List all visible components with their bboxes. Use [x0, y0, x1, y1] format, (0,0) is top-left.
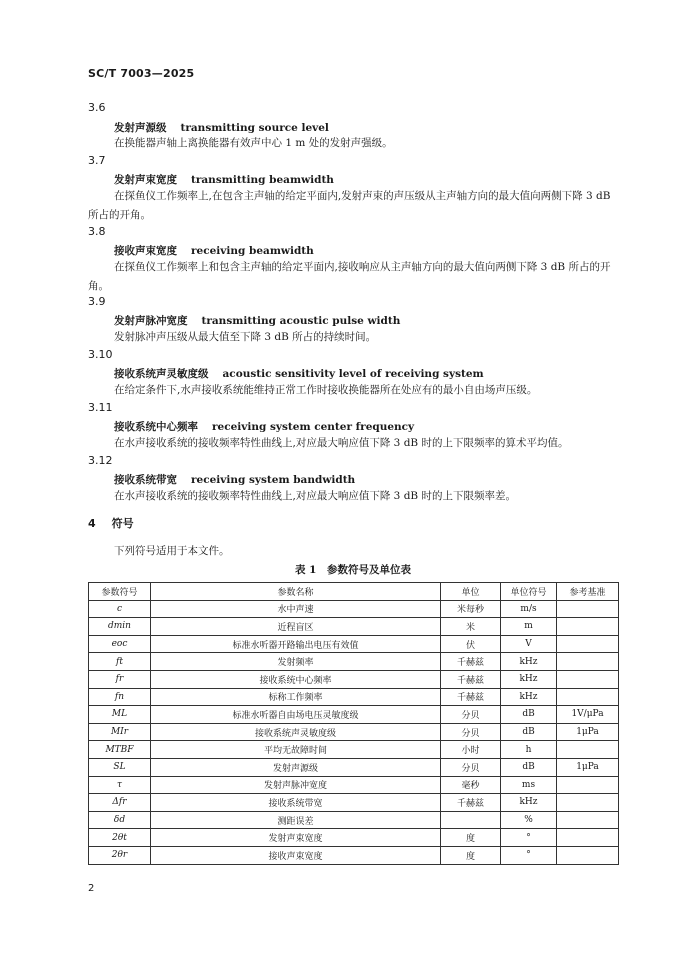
term-english: receiving system center frequency	[212, 421, 415, 433]
page-number: 2	[88, 883, 95, 894]
table-cell: 发射声脉冲宽度	[151, 776, 441, 794]
term-chinese: 接收系统声灵敏度级	[114, 368, 209, 380]
table-cell: 分贝	[441, 723, 501, 741]
section-number: 3.12	[88, 454, 113, 467]
table-cell	[557, 794, 619, 812]
table-cell: 分贝	[441, 758, 501, 776]
table-cell: 度	[441, 829, 501, 847]
term-heading	[114, 366, 484, 381]
table-cell: 千赫兹	[441, 670, 501, 688]
table-cell: 千赫兹	[441, 794, 501, 812]
table-cell	[557, 618, 619, 636]
table-cell	[557, 741, 619, 759]
table-cell	[557, 776, 619, 794]
table-cell	[557, 811, 619, 829]
term-definition: 在给定条件下,水声接收系统能维持正常工作时接收换能器所在处应有的最小自由场声压级。	[114, 384, 538, 396]
table-cell: m/s	[501, 600, 557, 618]
table-cell: 小时	[441, 741, 501, 759]
table-row	[89, 635, 619, 653]
table-cell: m	[501, 618, 557, 636]
table-cell: %	[501, 811, 557, 829]
table-row	[89, 741, 619, 759]
table-row	[89, 758, 619, 776]
table-cell: ms	[501, 776, 557, 794]
table-cell: c	[89, 600, 151, 618]
chapter-title: 符号	[111, 517, 134, 530]
table-row	[89, 794, 619, 812]
table-cell: V	[501, 635, 557, 653]
table-caption: 表 1 参数符号及单位表	[295, 564, 411, 576]
table-cell: 接收系统中心频率	[151, 670, 441, 688]
table-cell: 接收系统声灵敏度级	[151, 723, 441, 741]
term-heading	[114, 120, 329, 135]
table-cell	[557, 829, 619, 847]
section-number: 3.10	[88, 348, 113, 361]
table-header-cell: 参考基准	[557, 583, 619, 601]
table-cell: τ	[89, 776, 151, 794]
table-cell: δd	[89, 811, 151, 829]
section-number: 3.6	[88, 101, 106, 114]
table-cell: 伏	[441, 635, 501, 653]
table-cell: 发射声束宽度	[151, 829, 441, 847]
table-cell: 接收声束宽度	[151, 846, 441, 864]
term-heading	[114, 472, 355, 487]
section-number: 3.9	[88, 295, 106, 308]
table-cell	[557, 635, 619, 653]
table-cell: 米	[441, 618, 501, 636]
term-english: transmitting acoustic pulse width	[201, 315, 401, 327]
table-cell	[557, 688, 619, 706]
table-row	[89, 618, 619, 636]
table-cell: 1μPa	[557, 758, 619, 776]
table-cell: 千赫兹	[441, 653, 501, 671]
term-chinese: 接收系统带宽	[114, 474, 177, 486]
section-number: 3.8	[88, 225, 106, 238]
term-definition: 发射脉冲声压级从最大值至下降 3 dB 所占的持续时间。	[114, 331, 377, 343]
term-english: receiving beamwidth	[191, 245, 314, 257]
table-cell: °	[501, 846, 557, 864]
table-header-cell: 参数名称	[151, 583, 441, 601]
table-cell: kHz	[501, 794, 557, 812]
section-number: 3.11	[88, 401, 113, 414]
chapter-number: 4	[88, 517, 96, 530]
table-cell: 测距误差	[151, 811, 441, 829]
term-heading	[114, 313, 400, 328]
table-header-cell: 单位符号	[501, 583, 557, 601]
table-row	[89, 706, 619, 724]
table-row	[89, 811, 619, 829]
term-english: transmitting beamwidth	[191, 174, 334, 186]
table-cell: ML	[89, 706, 151, 724]
table-row	[89, 670, 619, 688]
table-cell: °	[501, 829, 557, 847]
table-cell: 标准水听器自由场电压灵敏度级	[151, 706, 441, 724]
term-english: receiving system bandwidth	[191, 474, 356, 486]
table-cell: 分贝	[441, 706, 501, 724]
term-definition: 在水声接收系统的接收频率特性曲线上,对应最大响应值下降 3 dB 时的上下限频率的算术平均值。	[114, 437, 569, 449]
table-cell: SL	[89, 758, 151, 776]
table-cell: ft	[89, 653, 151, 671]
table-cell: Δfr	[89, 794, 151, 812]
term-heading	[114, 243, 314, 258]
term-chinese: 发射声源级	[114, 122, 167, 134]
table-cell: 平均无故障时间	[151, 741, 441, 759]
table-row	[89, 846, 619, 864]
table-cell: dB	[501, 758, 557, 776]
table-cell: dmin	[89, 618, 151, 636]
table-cell: 千赫兹	[441, 688, 501, 706]
table-cell: dB	[501, 723, 557, 741]
table-cell: MIr	[89, 723, 151, 741]
table-cell: 2θr	[89, 846, 151, 864]
table-cell: kHz	[501, 688, 557, 706]
term-definition: 在换能器声轴上离换能器有效声中心 1 m 处的发射声强级。	[114, 137, 393, 149]
table-cell: 标准水听器开路输出电压有效值	[151, 635, 441, 653]
table-cell	[441, 811, 501, 829]
table-header-row	[89, 583, 619, 601]
table-row	[89, 776, 619, 794]
term-chinese: 发射声脉冲宽度	[114, 315, 188, 327]
table-cell: kHz	[501, 670, 557, 688]
table-row	[89, 829, 619, 847]
term-english: transmitting source level	[180, 122, 329, 134]
table-cell: 发射声源级	[151, 758, 441, 776]
term-heading	[114, 419, 414, 434]
table-cell: 2θt	[89, 829, 151, 847]
table-cell: fn	[89, 688, 151, 706]
term-definition: 在水声接收系统的接收频率特性曲线上,对应最大响应值下降 3 dB 时的上下限频率差。	[114, 490, 516, 502]
table-cell: eoc	[89, 635, 151, 653]
table-row	[89, 600, 619, 618]
symbol-table	[88, 582, 619, 865]
table-cell: 水中声速	[151, 600, 441, 618]
table-cell	[557, 670, 619, 688]
table-cell: 发射频率	[151, 653, 441, 671]
table-cell: 标称工作频率	[151, 688, 441, 706]
table-cell: kHz	[501, 653, 557, 671]
table-cell: 度	[441, 846, 501, 864]
table-cell: 1V/μPa	[557, 706, 619, 724]
table-cell: h	[501, 741, 557, 759]
table-cell	[557, 653, 619, 671]
table-cell: 毫秒	[441, 776, 501, 794]
table-header-cell: 单位	[441, 583, 501, 601]
term-chinese: 接收声束宽度	[114, 245, 177, 257]
chapter-intro: 下列符号适用于本文件。	[114, 545, 230, 557]
table-header-cell: 参数符号	[89, 583, 151, 601]
term-definition: 在探鱼仪工作频率上和包含主声轴的给定平面内,接收响应从主声轴方向的最大值向两侧下降 3 dB 所占的开角。	[88, 261, 611, 292]
section-number: 3.7	[88, 154, 106, 167]
table-row	[89, 723, 619, 741]
table-cell: 米每秒	[441, 600, 501, 618]
term-english: acoustic sensitivity level of receiving system	[222, 368, 484, 380]
chapter-heading	[88, 515, 134, 531]
table-cell: 接收系统带宽	[151, 794, 441, 812]
term-chinese: 发射声束宽度	[114, 174, 177, 186]
table-cell: 1μPa	[557, 723, 619, 741]
term-chinese: 接收系统中心频率	[114, 421, 198, 433]
table-row	[89, 653, 619, 671]
table-cell: dB	[501, 706, 557, 724]
table-cell: fr	[89, 670, 151, 688]
table-cell: MTBF	[89, 741, 151, 759]
document-id-header: SC/T 7003—2025	[88, 67, 195, 80]
term-heading	[114, 172, 334, 187]
table-cell: 近程盲区	[151, 618, 441, 636]
table-row	[89, 688, 619, 706]
table-cell	[557, 600, 619, 618]
table-cell	[557, 846, 619, 864]
term-definition: 在探鱼仪工作频率上,在包含主声轴的给定平面内,发射声束的声压级从主声轴方向的最大值向两侧下降 3 dB 所占的开角。	[88, 190, 611, 221]
